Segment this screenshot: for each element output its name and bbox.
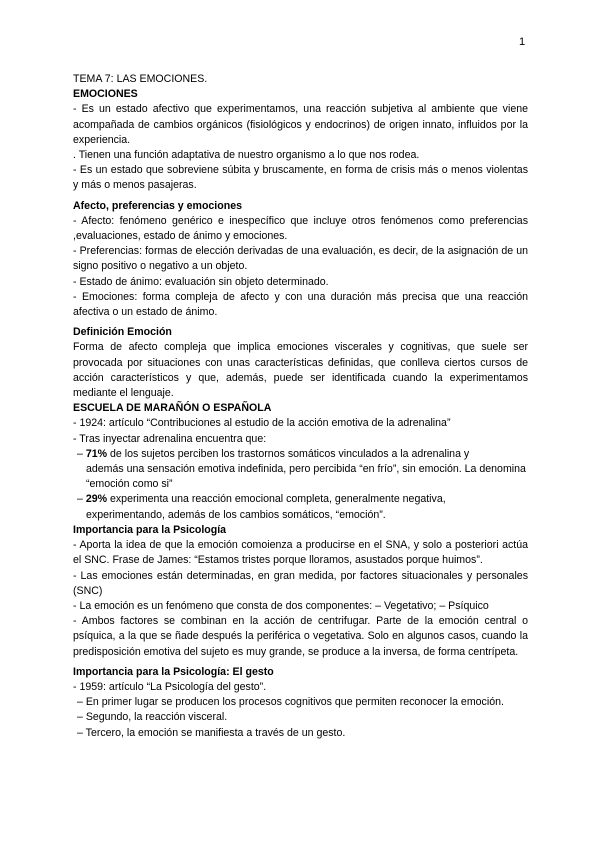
percentage: 71% (85, 447, 108, 460)
paragraph: - Preferencias: formas de elección derivadas de una evaluación, es decir, de la asignación de un signo positivo o negativo a un objeto. (73, 245, 528, 273)
paragraph: - Emociones: forma compleja de afecto y con una duración más precisa que una reacción afectiva o un estado de ánimo. (73, 290, 528, 319)
paragraph: - Es un estado afectivo que experimentamos, una reacción subjetiva al ambiente que viene acompañada de cambios orgánicos (fisiológicos y endocrinos) de origen innato, influidos por la experiencia. (73, 103, 528, 146)
paragraph: - Es un estado que sobreviene súbita y bruscamente, en forma de crisis más o menos violentas y más o menos pasajeras. (73, 164, 528, 192)
paragraph: - Estado de ánimo: evaluación sin objeto determinado. (73, 275, 329, 288)
document-title: TEMA 7: LAS EMOCIONES. (73, 73, 208, 85)
paragraph: Forma de afecto compleja que implica emociones viscerales y cognitivas, que suele ser provocada por situaciones con unas características definidas, que conlleva ciertos cursos de acción característicos y que, además, puede ser identificada cuando la experimentamos mediante el lenguaje. (73, 341, 528, 400)
heading-gesto: Importancia para la Psicología: El gesto (73, 665, 274, 678)
paragraph: - Tras inyectar adrenalina encuentra que: (73, 432, 267, 445)
list-dash: – (77, 447, 86, 460)
heading-afecto: Afecto, preferencias y emociones (73, 199, 242, 212)
page-number: 1 (519, 36, 526, 48)
heading-importancia: Importancia para la Psicología (73, 523, 227, 536)
list-item (73, 492, 528, 507)
document-body (73, 72, 528, 741)
paragraph: - 1924: artículo “Contribuciones al estudio de la acción emotiva de la adrenalina” (73, 417, 451, 430)
list-item: – En primer lugar se producen los procesos cognitivos que permiten reconocer la emoción. (77, 696, 504, 709)
heading-maranon: ESCUELA DE MARAÑÓN O ESPAÑOLA (73, 402, 272, 415)
paragraph: - Ambos factores se combinan en la acción de centrifugar. Parte de la emoción central o psíquica, a la que se ñade después la periférica o vegetativa. Solo en algunos casos, cuando la predisposición emotiva del sujeto es muy grande, se produce a la inversa, de forma centrípeta. (73, 615, 528, 658)
paragraph: - La emoción es un fenómeno que consta de dos componentes: – Vegetativo; – Psíquico (73, 599, 489, 612)
paragraph: - 1959: artículo “La Psicología del gesto”. (73, 680, 267, 693)
list-item (73, 447, 528, 462)
paragraph: - Afecto: fenómeno genérico e inespecífico que incluye otros fenómenos como preferencias ,evaluaciones, estado de ánimo y emociones. (73, 214, 528, 243)
list-text: de los sujetos perciben los trastornos somáticos vinculados a la adrenalina y (107, 447, 470, 460)
list-item: – Tercero, la emoción se manifiesta a través de un gesto. (77, 726, 346, 739)
heading-definicion: Definición Emoción (73, 326, 172, 339)
heading-emociones: EMOCIONES (73, 88, 138, 101)
percentage: 29% (85, 493, 108, 506)
paragraph: . Tienen una función adaptativa de nuestro organismo a lo que nos rodea. (73, 149, 420, 162)
list-item-continuation: experimentando, además de los cambios somáticos, “emoción”. (86, 508, 386, 521)
paragraph: - Aporta la idea de que la emoción comoienza a producirse en el SNA, y solo a posteriori actúa el SNC. Frase de James: “Estamos tristes porque lloramos, asustados porque huimos”. (73, 539, 528, 567)
list-text: experimenta una reacción emocional completa, generalmente negativa, (107, 493, 446, 506)
list-item: – Segundo, la reacción visceral. (77, 711, 228, 724)
list-dash: – (77, 493, 86, 506)
list-item-continuation: además una sensación emotiva indefinida, pero percibida “en frío”, sin emoción. La denomina “emoción como si” (86, 463, 526, 491)
paragraph: - Las emociones están determinadas, en gran medida, por factores situacionales y personales (SNC) (73, 569, 528, 597)
